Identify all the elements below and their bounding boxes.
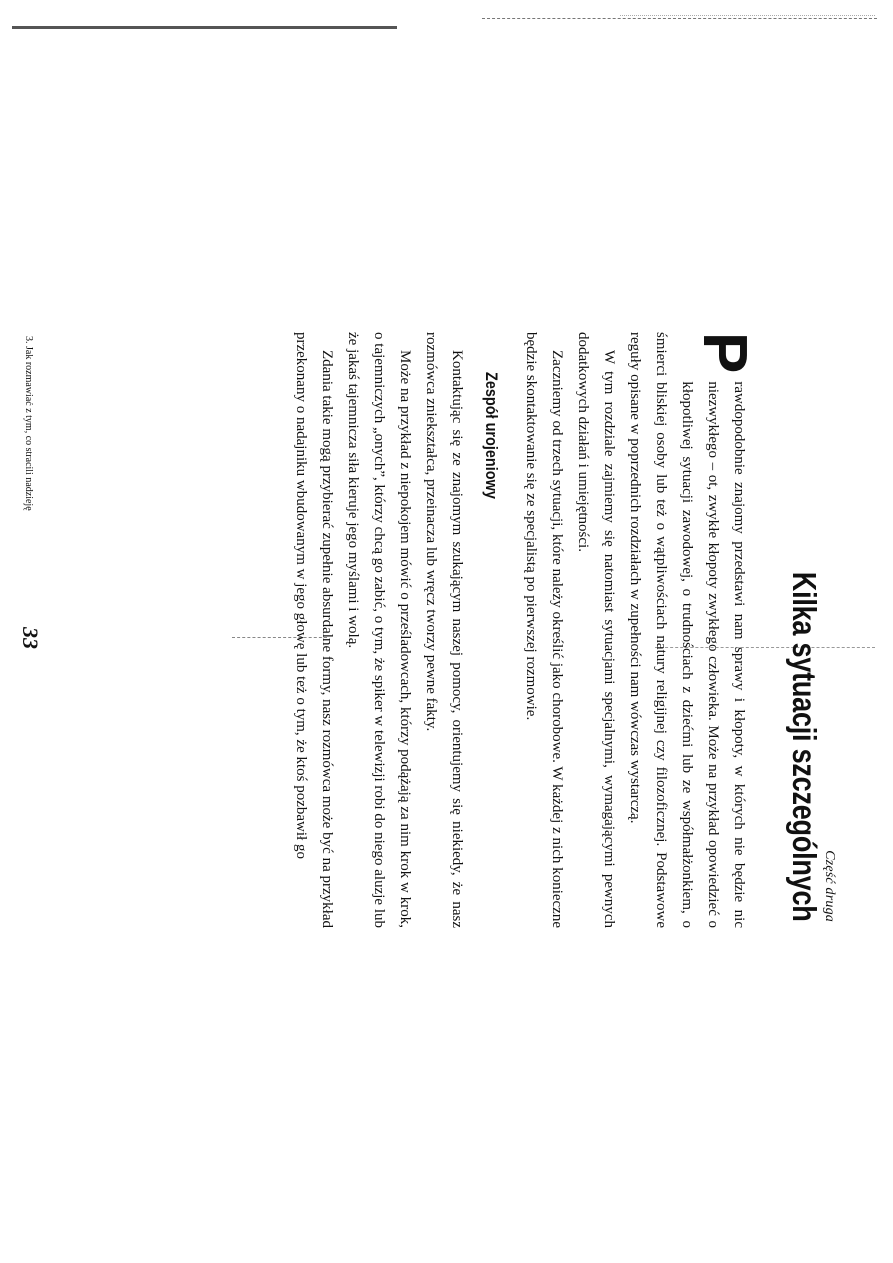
paragraph: Kontaktując się ze znajomym szukającym naszej pomocy, orientujemy się niekiedy, że nasz rozmówca zniekształca, przeinacza lub wręcz tworzy pewne fakty.: [422, 331, 465, 928]
paragraph: Zdania takie mogą przybierać zupełnie absurdalne formy, nasz rozmówca może być na przykład przekonany o nadajniku wbudowanym w jego głowę lub też o tym, że ktoś pozbawił go: [292, 331, 335, 928]
scan-artifact-line-top-right: [482, 18, 877, 19]
chapter-title: Kilka sytuacji szczególnych: [785, 571, 823, 922]
scan-artifact-line-top-left: [12, 26, 397, 29]
part-label: Część druga: [821, 849, 837, 922]
paragraph: Zaczniemy od trzech sytuacji, które należy określić jako chorobowe. W każdej z nich konieczne będzie skontaktowanie się ze specjalistą po pierwszej rozmowie.: [522, 331, 565, 928]
intro-paragraph-text: rawdopodobnie znajomy przedstawi nam sprawy i kłopoty, w których nie będzie nic niezwykłego – ot, zwykłe kłopoty zwykłego człowieka. Może na przykład opowiedzieć o kłopotliwej sytuacji zawodowej, o trudnościach z dziećmi lub ze współmałżonkiem, o śmierci bliskiej osoby lub też o wątpliwościach natury religijnej czy filozoficznej. Podstawowe reguły opisane w poprzednich rozdziałach w zupełności nam wówczas wystarczą.: [626, 331, 747, 928]
page-number: 33: [17, 626, 43, 649]
section-heading: Zespół urojeniowy: [481, 371, 501, 499]
paragraph: Może na przykład z niepokojem mówić o prześladowcach, którzy podążają za nim krok w krok, o tajemniczych „onych”, którzy chcą go zabić, o tym, że spiker w telewizji robi do niego aluzje lub że jakaś tajemnicza siła kieruje jego myślami i wolą.: [344, 331, 413, 928]
body-text: [288, 331, 759, 928]
footer-text: 3. Jak rozmawiać z tym, co stracili nadzieję: [22, 335, 34, 511]
rotated-book-page: [17, 332, 877, 932]
intro-paragraph: [622, 331, 759, 928]
paragraph: W tym rozdziale zajmiemy się natomiast sytuacjami specjalnymi, wymagającymi pewnych dodatkowych działań i umiejętności.: [574, 331, 617, 928]
scan-artifact-line-top-right-2: [620, 15, 875, 16]
drop-cap: P: [689, 331, 759, 373]
